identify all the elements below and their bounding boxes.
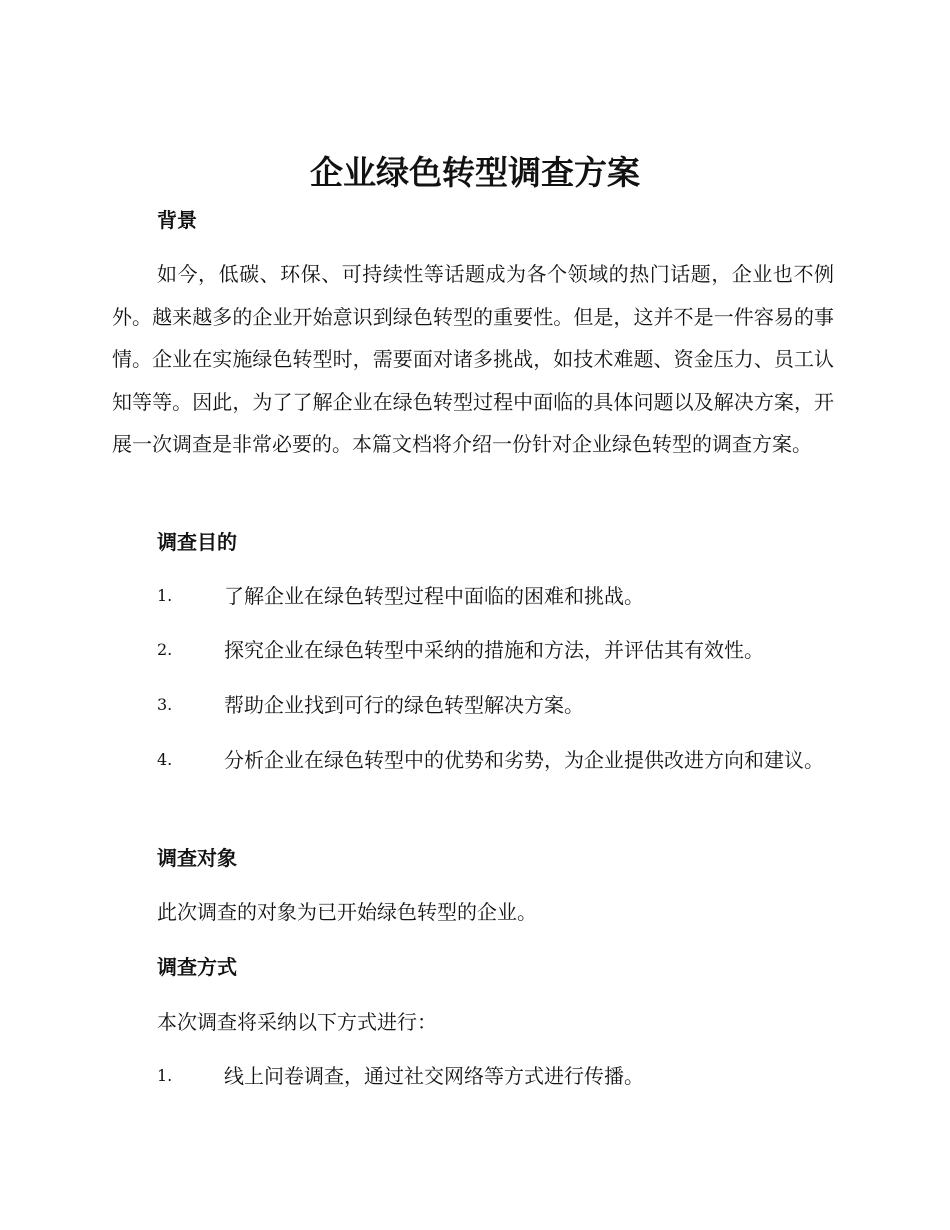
list-item xyxy=(112,629,834,672)
list-item-text: 探究企业在绿色转型中采纳的措施和方法，并评估其有效性。 xyxy=(224,638,764,662)
target-text: 此次调查的对象为已开始绿色转型的企业。 xyxy=(157,900,537,924)
list-item-number: 4. xyxy=(157,750,173,769)
list-item xyxy=(112,1055,834,1098)
list-item-text: 分析企业在绿色转型中的优势和劣势，为企业提供改进方向和建议。 xyxy=(224,748,824,772)
list-item-text: 线上问卷调查，通过社交网络等方式进行传播。 xyxy=(224,1064,644,1088)
list-item-number: 2. xyxy=(157,640,173,659)
list-item-text: 了解企业在绿色转型过程中面临的困难和挑战。 xyxy=(224,584,644,608)
document-title: 企业绿色转型调查方案 xyxy=(310,153,640,192)
section-heading-method: 调查方式 xyxy=(157,955,237,979)
section-heading-purpose: 调查目的 xyxy=(157,530,237,554)
list-item xyxy=(112,739,834,782)
list-item-number: 3. xyxy=(157,695,173,714)
list-item-text: 帮助企业找到可行的绿色转型解决方案。 xyxy=(224,693,584,717)
list-item-number: 1. xyxy=(157,1066,173,1085)
method-intro: 本次调查将采纳以下方式进行： xyxy=(157,1010,437,1034)
list-item xyxy=(112,575,834,618)
list-item xyxy=(112,684,834,727)
background-paragraph: 如今，低碳、环保、可持续性等话题成为各个领域的热门话题，企业也不例外。越来越多的企业开始意识到绿色转型的重要性。但是，这并不是一件容易的事情。企业在实施绿色转型时，需要面对诸多挑战，如技术难题、资金压力、员工认知等等。因此，为了了解企业在绿色转型过程中面临的具体问题以及解决方案，开展一次调查是非常必要的。本篇文档将介绍一份针对企业绿色转型的调查方案。 xyxy=(112,262,834,456)
list-item-number: 1. xyxy=(157,586,173,605)
section-heading-background: 背景 xyxy=(157,208,197,232)
section-heading-target: 调查对象 xyxy=(157,846,237,870)
